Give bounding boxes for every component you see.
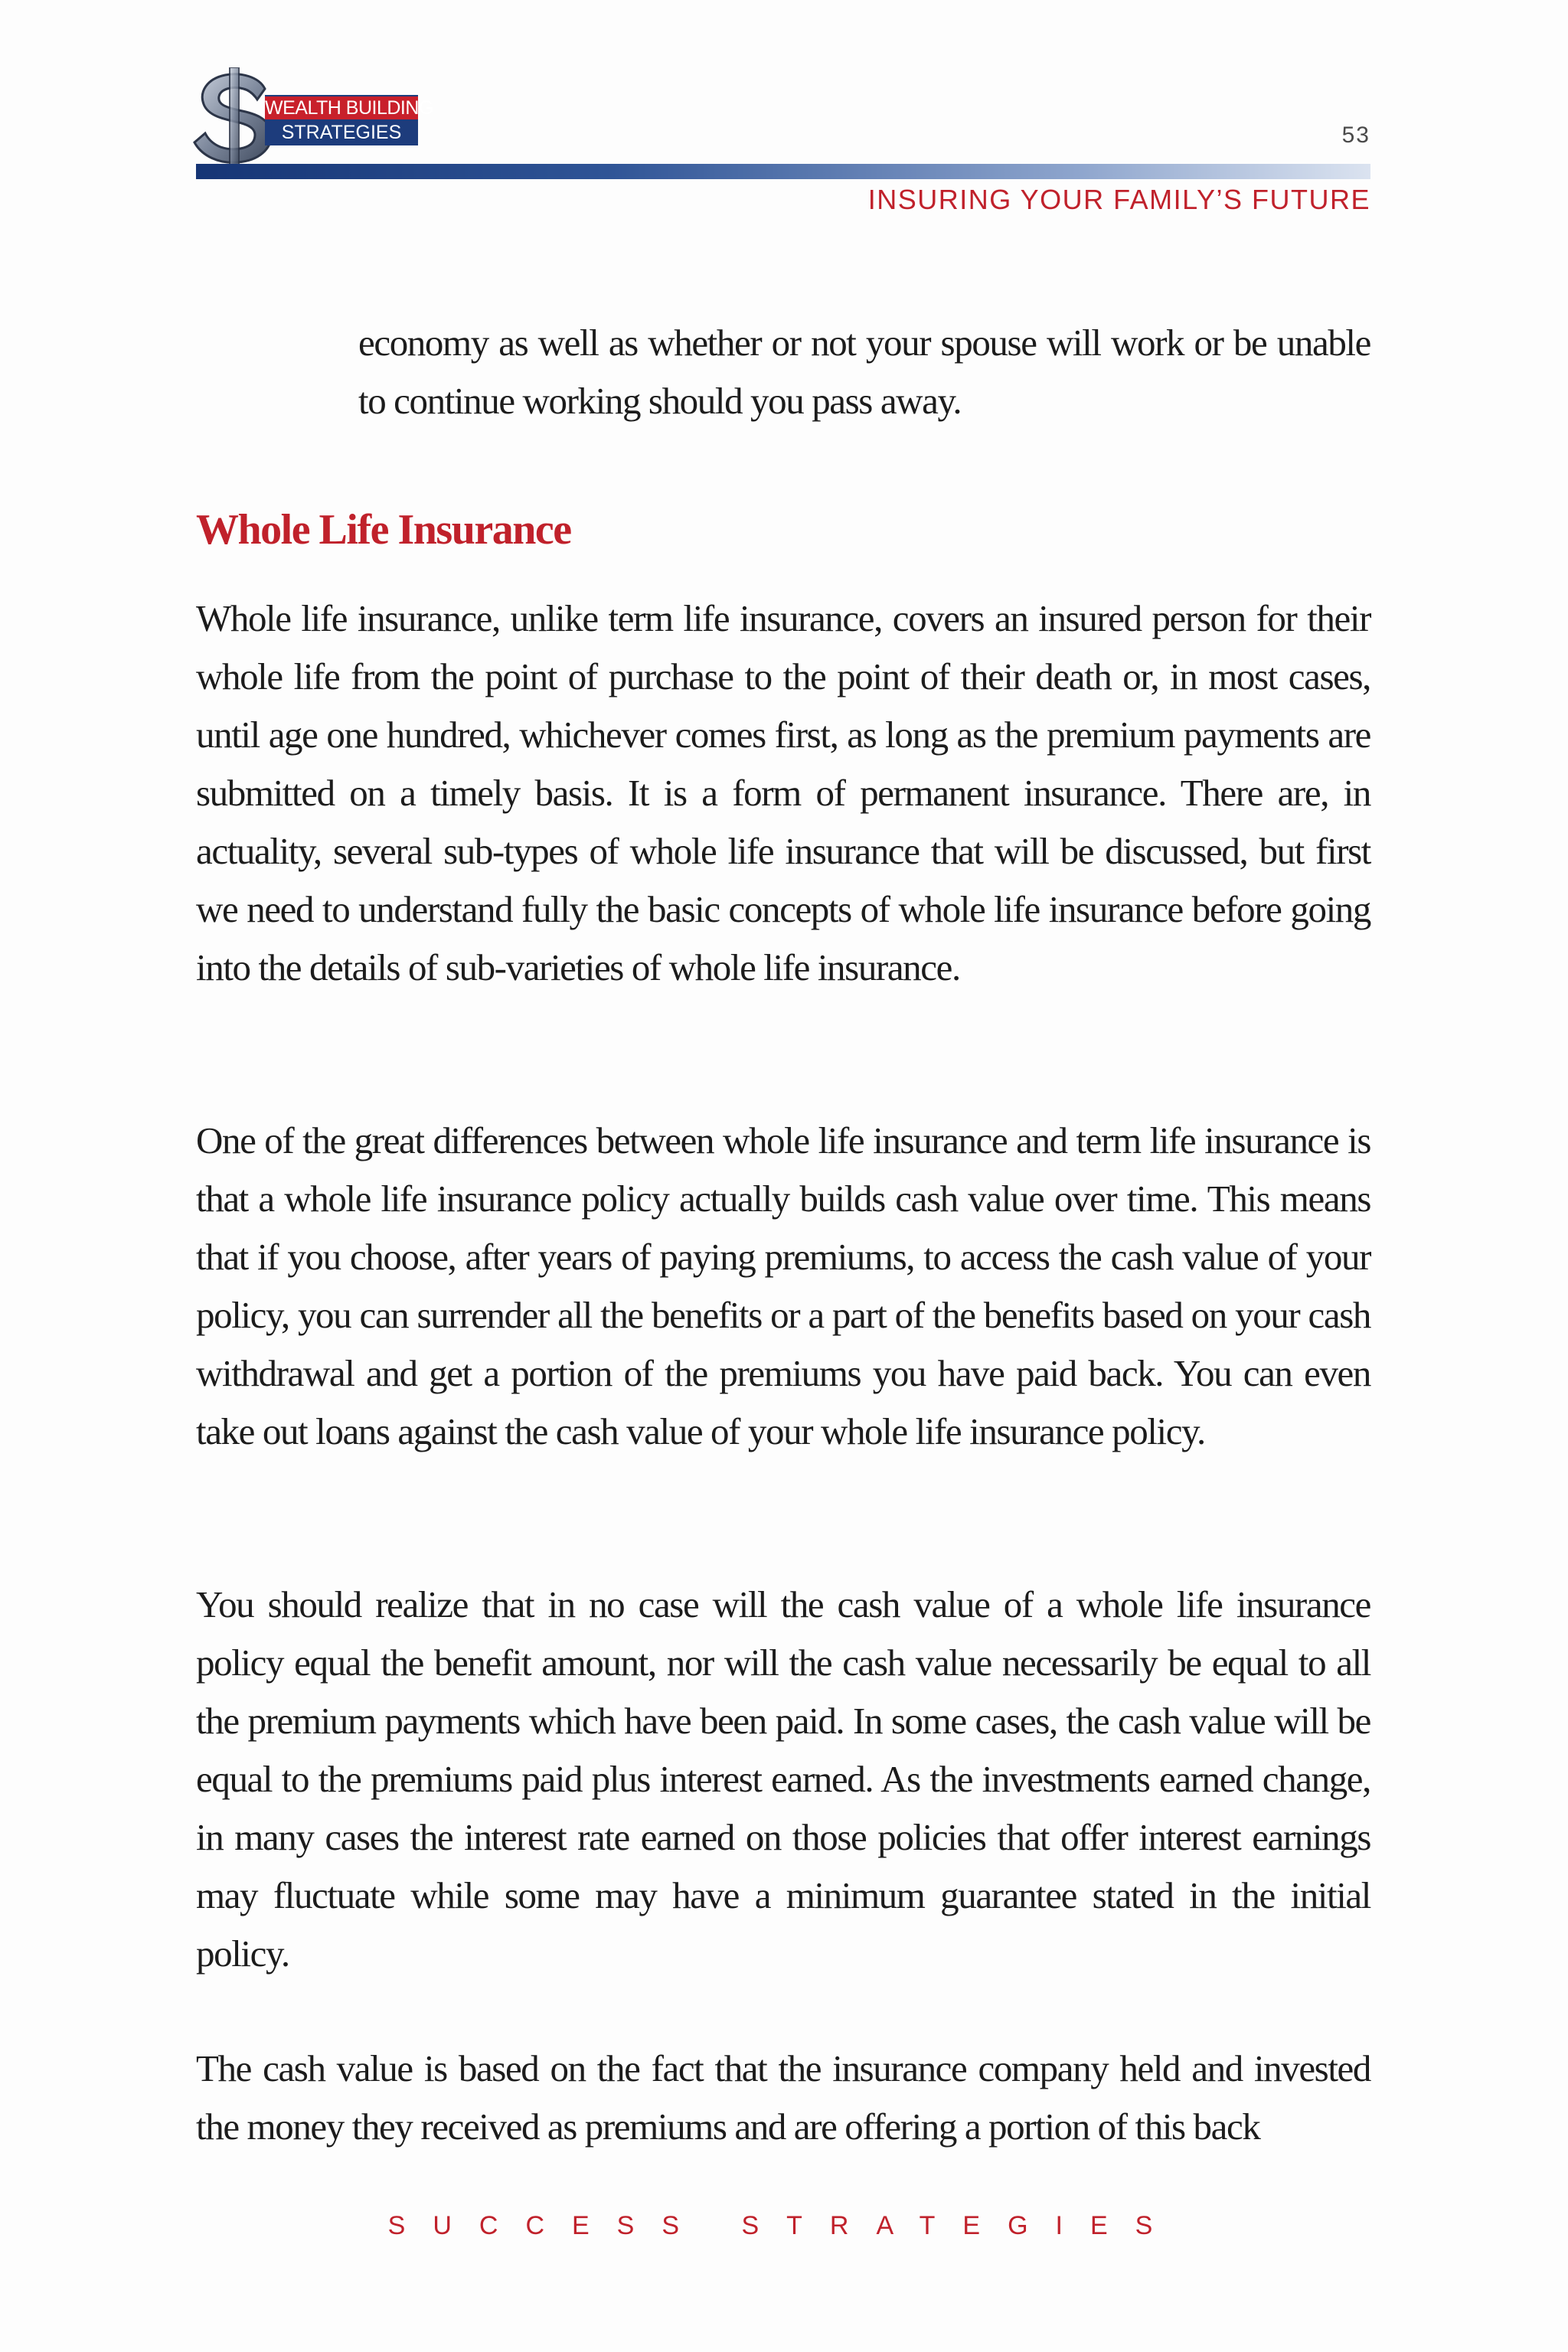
running-title: INSURING YOUR FAMILY’S FUTURE <box>867 184 1370 215</box>
body-paragraph: Whole life insurance, unlike term life insurance, covers an insured person for their whole life from the point of purchase to the point of their death or, in most cases, until age one hundred, whichever comes first, as long as the premium payments are submitted on a timely basis. It is a form of permanent insurance. There are, in actuality, several sub-types of whole life insurance that will be discussed, but first we need to understand fully the basic concepts of whole life insurance before going into the details of sub-varieties of whole life insurance. <box>196 597 1370 988</box>
wealth-building-strategies-logo <box>191 67 433 167</box>
logo-text-strategies: STRATEGIES <box>281 122 402 143</box>
page-number: 53 <box>1341 122 1370 148</box>
continuation-paragraph: economy as well as whether or not your spouse will work or be unable to continue working should you pass away. <box>358 322 1370 422</box>
logo-text-wealth-building: WEALTH BUILDING <box>265 97 433 119</box>
section-heading: Whole Life Insurance <box>196 506 571 554</box>
footer-series-title: SUCCESS STRATEGIES <box>387 2211 1181 2240</box>
body-paragraph: You should realize that in no case will the cash value of a whole life insurance policy equal the benefit amount, nor will the cash value necessarily be equal to all the premium payments which have been paid. In some cases, the cash value will be equal to the premiums paid plus interest earned. As the investments earned change, in many cases the interest rate earned on those policies that offer interest earnings may fluctuate while some may have a minimum guarantee stated in the initial policy. <box>196 1583 1370 1975</box>
body-paragraph: One of the great differences between whole life insurance and term life insurance is that a whole life insurance policy actually builds cash value over time. This means that if you choose, after years of paying premiums, to access the cash value of your policy, you can surrender all the benefits or a part of the benefits based on your cash withdrawal and get a portion of the premiums you have paid back. You can even take out loans against the cash value of your whole life insurance policy. <box>196 1119 1370 1452</box>
body-paragraph: The cash value is based on the fact that the insurance company held and invested the money they received as premiums and are offering a portion of this back <box>196 2047 1370 2148</box>
logo-wordmark <box>265 95 433 145</box>
header-rule <box>196 164 1370 179</box>
